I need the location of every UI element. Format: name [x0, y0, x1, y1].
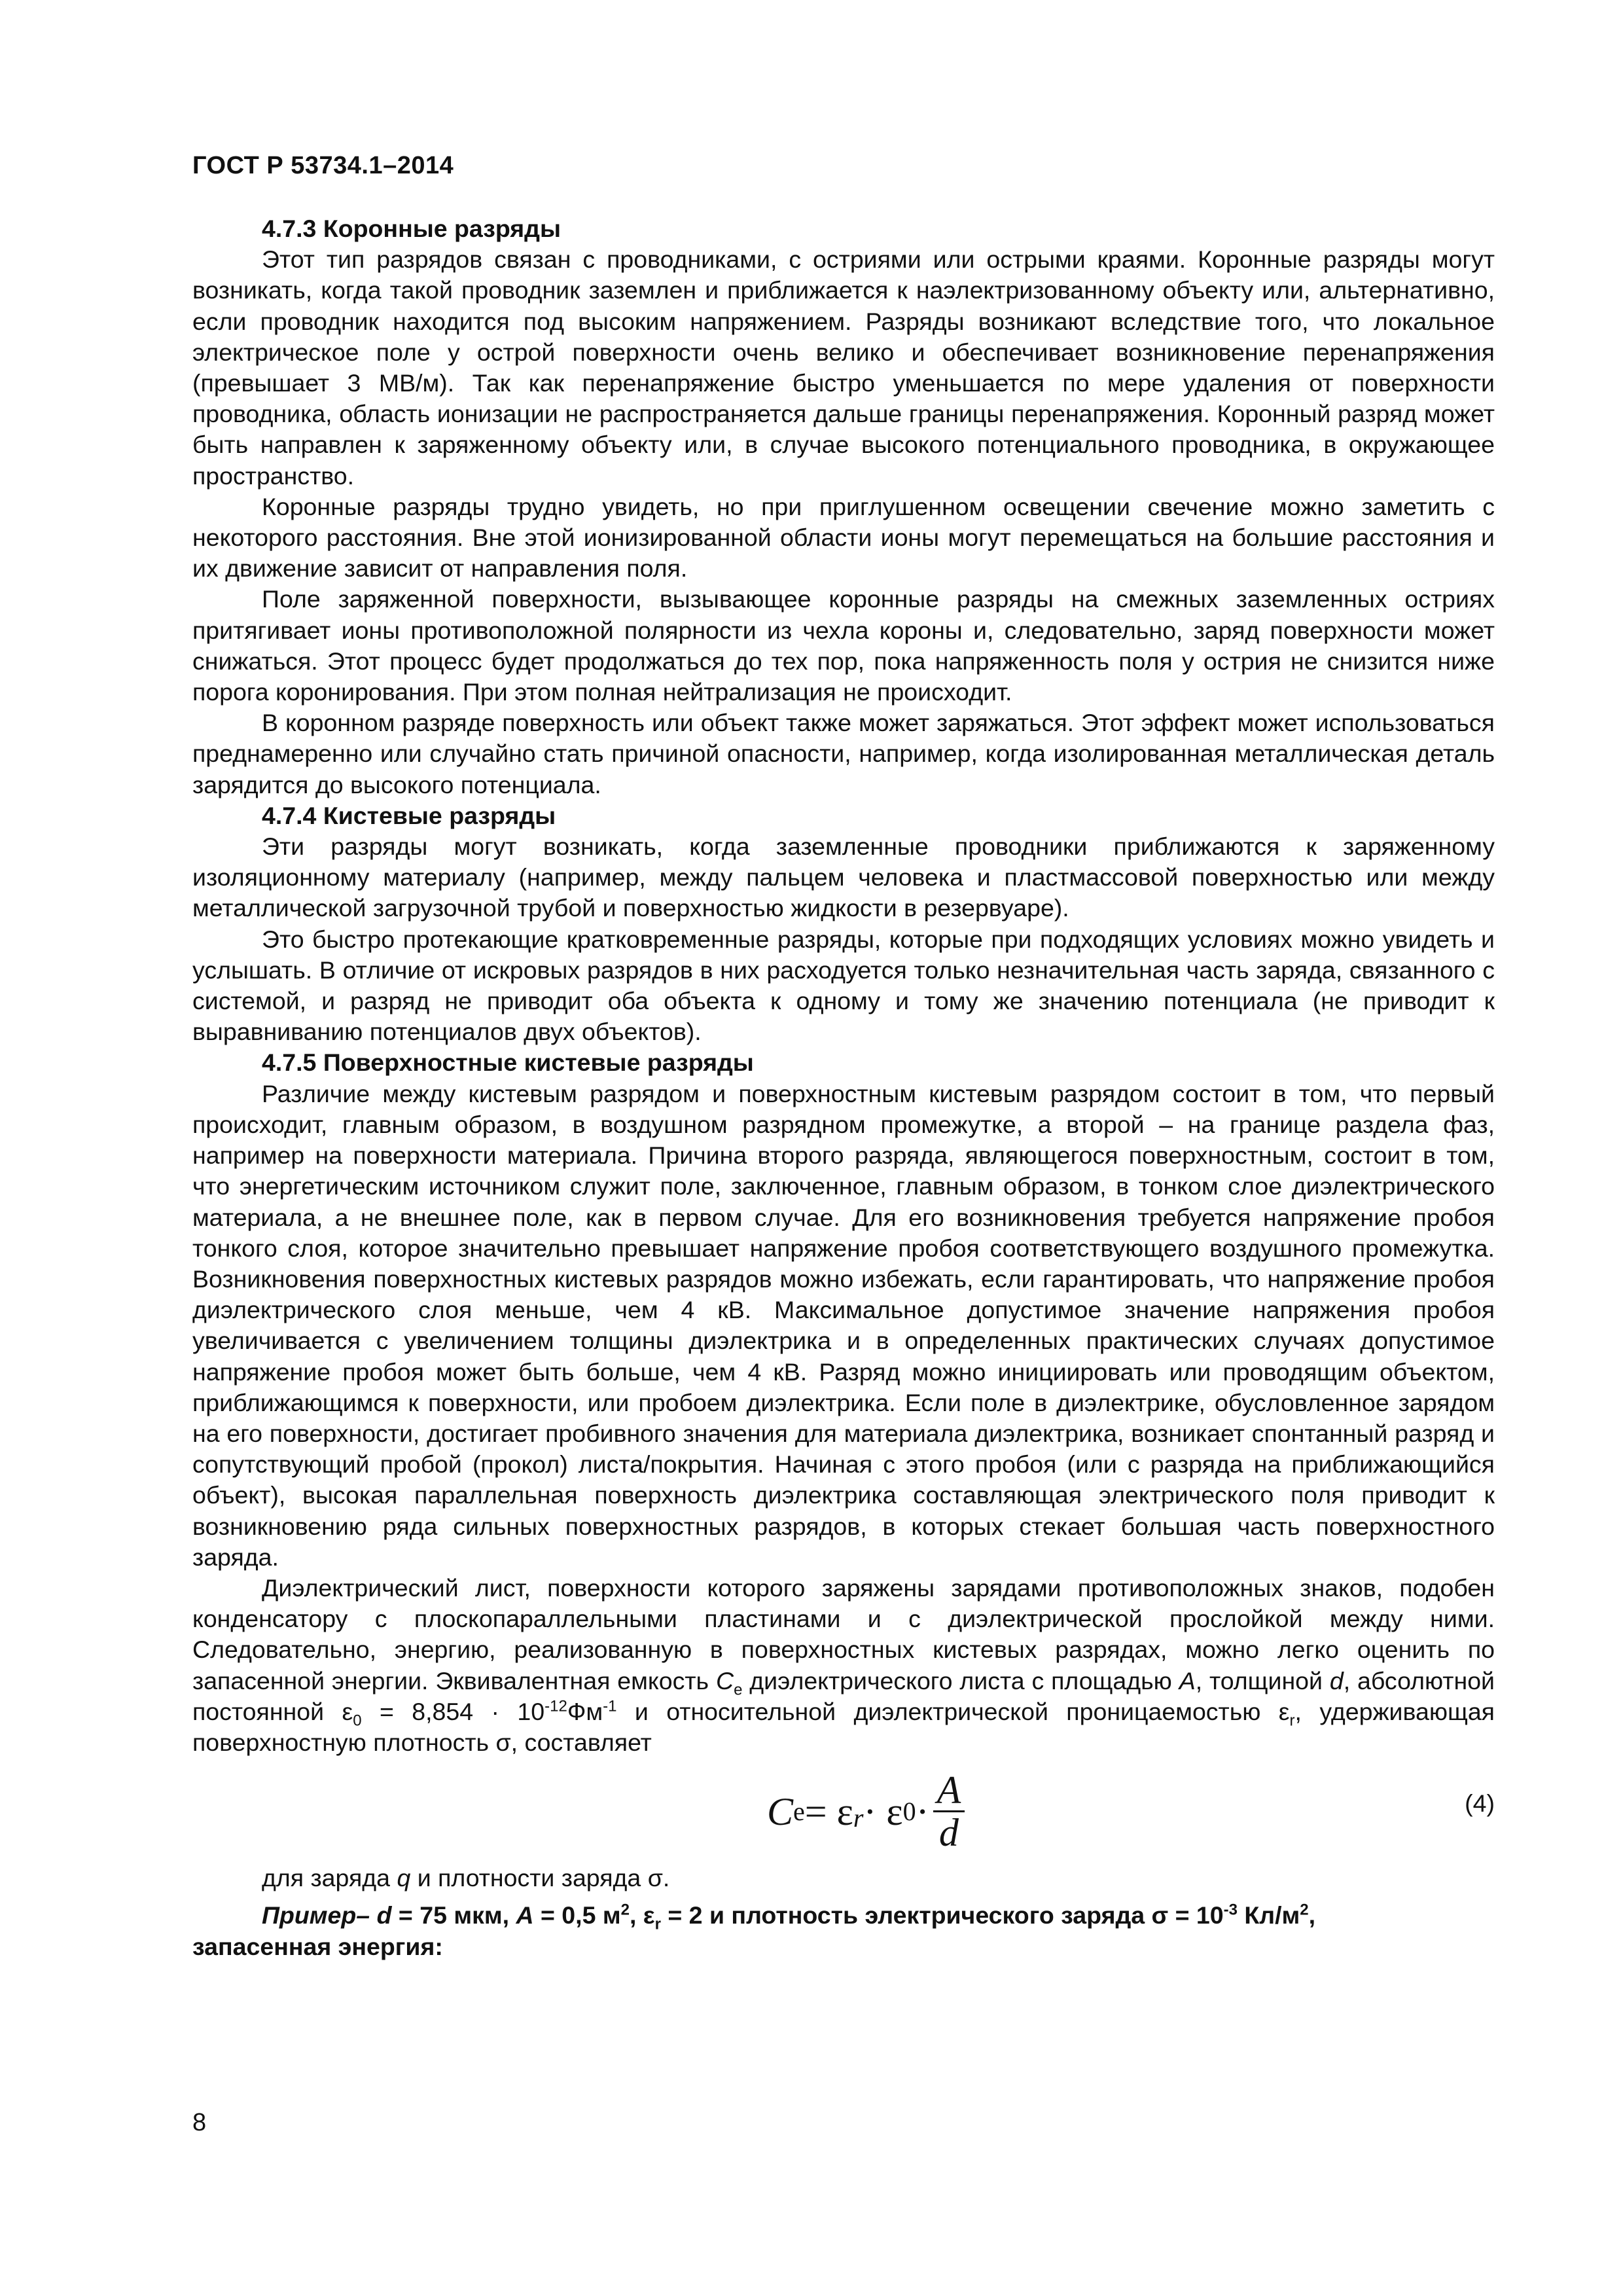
section-title-4-7-3: 4.7.3 Коронные разряды: [262, 215, 562, 242]
standard-header: ГОСТ Р 53734.1–2014: [192, 152, 454, 179]
paragraph-capacitance: Диэлектрический лист, поверхности которого заряжены зарядами противоположных знаков, подобен конденсатору с плоскопараллельными пластинами и с диэлектрической прослойкой между ними. Следовательно, энергию, реализованную в поверхностных кистевых разрядах, можно легко оценить по запасенной энергии. Эквивалентная емкость $C_e$ диэлектрического листа с площадью A, толщиной d, абсолютной постоянной $\varepsilon_0 = 8,854 \cdot 10^{-12}Фм^{-1}$ и относительной диэлектрической проницаемостью $\varepsilon_r$, удерживающая поверхностную плотность σ, составляет: [192, 1573, 1495, 1756]
example-line: Пример– d = 75 мкм, A = 0,5 $м^2$, $\varepsilon_r = 2$ и плотность электрического заряда $\sigma = 10^{-3}$ $Кл/м^2$,: [262, 1901, 1316, 1933]
paragraph: Различие между кистевым разрядом и поверхностным кистевым разрядом состоит в том, что первый происходит, главным образом, в воздушном разрядном промежутке, а второй – на границе раздела фаз, например на поверхности материала. Причина второго разряда, являющегося поверхностным, состоит в том, что энергетическим источником служит поле, заключенное, главным образом, в тонком слое диэлектрического материала, а не внешнее поле, как в первом случае. Для его возникновения требуется напряжение пробоя тонкого слоя, которое значительно превышает напряжение пробоя соответствующего воздушного промежутка. Возникновения поверхностных кистевых разрядов можно избежать, если гарантировать, что напряжение пробоя диэлектрического слоя меньше, чем 4 кВ. Максимальное допустимое значение напряжения пробоя увеличивается с увеличением толщины диэлектрика и в определенных практических случаях допустимое напряжение пробоя может быть больше, чем 4 кВ. Разряд можно инициировать или проводящим объектом, приближающимся к поверхности, или пробоем диэлектрика. Если поле в диэлектрике, обусловленное зарядом на его поверхности, достигает пробивного значения для материала диэлектрика, возникает спонтанный разряд и сопутствующий пробой (прокол) листа/покрытия. Начиная с этого пробоя (или с разряда на приближающийся объект), высокая параллельная поверхность диэлектрика составляющая электрического поля приводит к возникновению ряда сильных поверхностных разрядов, в которых стекает большая часть поверхностного заряда.: [192, 1079, 1495, 1571]
paragraph: Коронные разряды трудно увидеть, но при приглушенном освещении свечение можно заметить с некоторого расстояния. Вне этой ионизированной области ионы могут перемещаться на большие расстояния и их движение зависит от направления поля.: [192, 492, 1495, 583]
paragraph: В коронном разряде поверхность или объект также может заряжаться. Этот эффект может использоваться преднамеренно или случайно стать причиной опасности, например, когда изолированная металлическая деталь зарядится до высокого потенциала.: [192, 709, 1495, 798]
example-line-2: запасенная энергия:: [192, 1932, 443, 1960]
page-number: 8: [192, 2109, 207, 2136]
main-content: [192, 213, 1495, 1962]
paragraph: Это быстро протекающие кратковременные разряды, которые при подходящих условиях можно увидеть и услышать. В отличие от искровых разрядов в них расходуется только незначительная часть заряда, связанного с системой, и разряд не приводит оба объекта к одному и тому же значению потенциала (не приводит к выравниванию потенциалов двух объектов).: [192, 925, 1495, 1046]
paragraph: Этот тип разрядов связан с проводниками, с остриями или острыми краями. Коронные разряды могут возникать, когда такой проводник заземлен и приближается к наэлектризованному объекту или, альтернативно, если проводник находится под высоким напряжением. Разряды возникают вследствие того, что локальное электрическое поле у острой поверхности очень велико и обеспечивает возникновение перенапряжения (превышает 3 МВ/м). Так как перенапряжение быстро уменьшается по мере удаления от поверхности проводника, область ионизации не распространяется дальше границы перенапряжения. Коронный разряд может быть направлен к заряженному объекту или, в случае высокого потенциального проводника, в окружающее пространство.: [192, 245, 1495, 490]
section-title-4-7-4: 4.7.4 Кистевые разряды: [262, 801, 556, 829]
formula-4: [192, 1761, 1495, 1859]
section-title-4-7-5: 4.7.5 Поверхностные кистевые разряды: [262, 1049, 754, 1077]
formula-expression: C e = ε $_r$ · ε 0 · $\frac{A}{d}$: [767, 1770, 965, 1853]
paragraph: Поле заряженной поверхности, вызывающее коронные разряды на смежных заземленных остриях притягивает ионы противоположной полярности из чехла короны и, следовательно, заряд поверхности может снижаться. Этот процесс будет продолжаться до тех пор, пока напряженность поля у острия не снизится ниже порога коронирования. При этом полная нейтрализация не происходит.: [192, 585, 1495, 706]
fraction-a-over-d: $\frac{A}{d}$: [933, 1770, 965, 1853]
paragraph-after-formula: для заряда q и плотности заряда σ.: [262, 1864, 670, 1892]
paragraph: Эти разряды могут возникать, когда заземленные проводники приближаются к заряженному изоляционному материалу (например, между пальцем человека и пластмассовой поверхностью или между металлической загрузочной трубой и поверхностью жидкости в резервуаре).: [192, 833, 1495, 922]
equation-number: (4): [1465, 1789, 1495, 1818]
